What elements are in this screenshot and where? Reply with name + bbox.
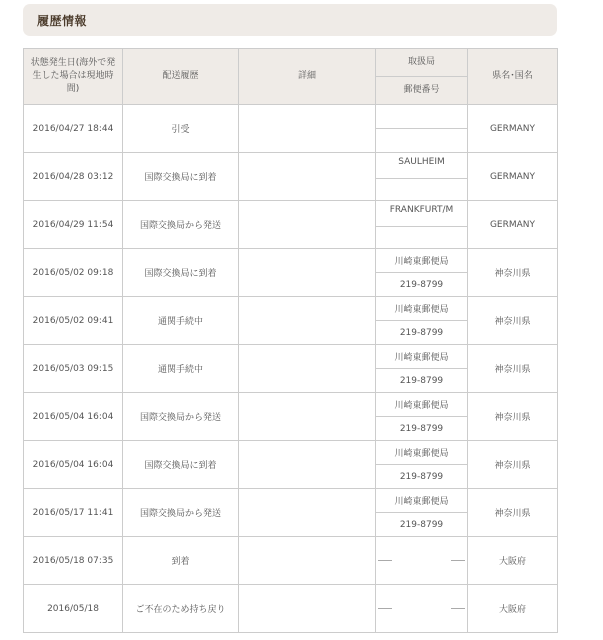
- cell-region: GERMANY: [468, 201, 558, 249]
- cell-history: ご不在のため持ち戻り: [123, 585, 239, 633]
- cell-region: 神奈川県: [468, 297, 558, 345]
- cell-office: [376, 489, 468, 537]
- cell-history: 引受: [123, 105, 239, 153]
- cell-detail: [239, 105, 376, 153]
- header-region: 県名･国名: [468, 49, 558, 105]
- office-name: 川崎東郵便局: [376, 249, 467, 273]
- cell-date: 2016/05/04 16:04: [24, 393, 123, 441]
- cell-date: 2016/05/02 09:41: [24, 297, 123, 345]
- cell-detail: [239, 153, 376, 201]
- office-name: 川崎東郵便局: [376, 393, 467, 417]
- cell-region: 神奈川県: [468, 489, 558, 537]
- header-office: 取扱局: [376, 49, 468, 77]
- cell-office: [376, 249, 468, 297]
- cell-date: 2016/04/29 11:54: [24, 201, 123, 249]
- cell-office: [376, 441, 468, 489]
- table-row: [24, 489, 558, 537]
- postal-code: 219-8799: [399, 519, 444, 530]
- cell-date: 2016/05/18: [24, 585, 123, 633]
- header-postal: 郵便番号: [376, 77, 468, 105]
- cell-region: GERMANY: [468, 153, 558, 201]
- cell-date: 2016/05/17 11:41: [24, 489, 123, 537]
- header-history: 配送履歴: [123, 49, 239, 105]
- cell-history: 国際交換局に到着: [123, 249, 239, 297]
- office-name: [376, 105, 467, 129]
- cell-office: [376, 105, 468, 153]
- dash-right: [451, 608, 465, 609]
- table-row: [24, 105, 558, 153]
- cell-region: 神奈川県: [468, 393, 558, 441]
- cell-detail: [239, 249, 376, 297]
- header-detail: 詳細: [239, 49, 376, 105]
- office-name: FRANKFURT/M: [376, 201, 467, 227]
- cell-history: 通関手続中: [123, 297, 239, 345]
- cell-history: 到着: [123, 537, 239, 585]
- cell-history: 国際交換局から発送: [123, 393, 239, 441]
- cell-region: 神奈川県: [468, 249, 558, 297]
- office-name: 川崎東郵便局: [376, 297, 467, 321]
- cell-region: 神奈川県: [468, 441, 558, 489]
- cell-history: 国際交換局に到着: [123, 441, 239, 489]
- postal-code: [376, 227, 467, 248]
- section-header: [23, 4, 557, 36]
- cell-office: [376, 201, 468, 249]
- cell-office: [376, 537, 468, 585]
- cell-office: [376, 345, 468, 393]
- dash-left: [378, 560, 392, 561]
- cell-history: 国際交換局に到着: [123, 153, 239, 201]
- cell-history: 通関手続中: [123, 345, 239, 393]
- cell-detail: [239, 585, 376, 633]
- cell-region: 神奈川県: [468, 345, 558, 393]
- cell-office: [376, 297, 468, 345]
- table-row: [24, 153, 558, 201]
- office-name: SAULHEIM: [376, 153, 467, 179]
- cell-detail: [239, 393, 376, 441]
- cell-region: 大阪府: [468, 537, 558, 585]
- cell-office: [376, 393, 468, 441]
- postal-code: [376, 129, 467, 152]
- postal-code: 219-8799: [399, 375, 444, 386]
- office-name: 川崎東郵便局: [376, 345, 467, 369]
- dash-right: [451, 560, 465, 561]
- cell-date: 2016/05/03 09:15: [24, 345, 123, 393]
- postal-code: 219-8799: [399, 279, 444, 290]
- table-row: [24, 393, 558, 441]
- cell-date: 2016/04/28 03:12: [24, 153, 123, 201]
- office-name: 川崎東郵便局: [376, 489, 467, 513]
- table-row: [24, 345, 558, 393]
- cell-detail: [239, 537, 376, 585]
- table-row: [24, 585, 558, 633]
- cell-date: 2016/05/04 16:04: [24, 441, 123, 489]
- cell-office: [376, 585, 468, 633]
- cell-detail: [239, 345, 376, 393]
- cell-date: 2016/04/27 18:44: [24, 105, 123, 153]
- office-name: 川崎東郵便局: [376, 441, 467, 465]
- cell-detail: [239, 297, 376, 345]
- table-row: [24, 297, 558, 345]
- postal-code: [376, 179, 467, 200]
- section-title: 履歴情報: [37, 14, 88, 28]
- cell-detail: [239, 441, 376, 489]
- postal-code: 219-8799: [399, 423, 444, 434]
- table-row: [24, 249, 558, 297]
- cell-history: 国際交換局から発送: [123, 201, 239, 249]
- cell-region: GERMANY: [468, 105, 558, 153]
- table-row: [24, 201, 558, 249]
- history-table: [23, 48, 558, 633]
- dash-left: [378, 608, 392, 609]
- cell-history: 国際交換局から発送: [123, 489, 239, 537]
- cell-region: 大阪府: [468, 585, 558, 633]
- cell-date: 2016/05/18 07:35: [24, 537, 123, 585]
- table-row: [24, 537, 558, 585]
- cell-office: [376, 153, 468, 201]
- header-date: 状態発生日(海外で発生した場合は現地時間): [24, 49, 123, 105]
- postal-code: 219-8799: [399, 327, 444, 338]
- cell-detail: [239, 489, 376, 537]
- cell-detail: [239, 201, 376, 249]
- postal-code: 219-8799: [399, 471, 444, 482]
- cell-date: 2016/05/02 09:18: [24, 249, 123, 297]
- table-row: [24, 441, 558, 489]
